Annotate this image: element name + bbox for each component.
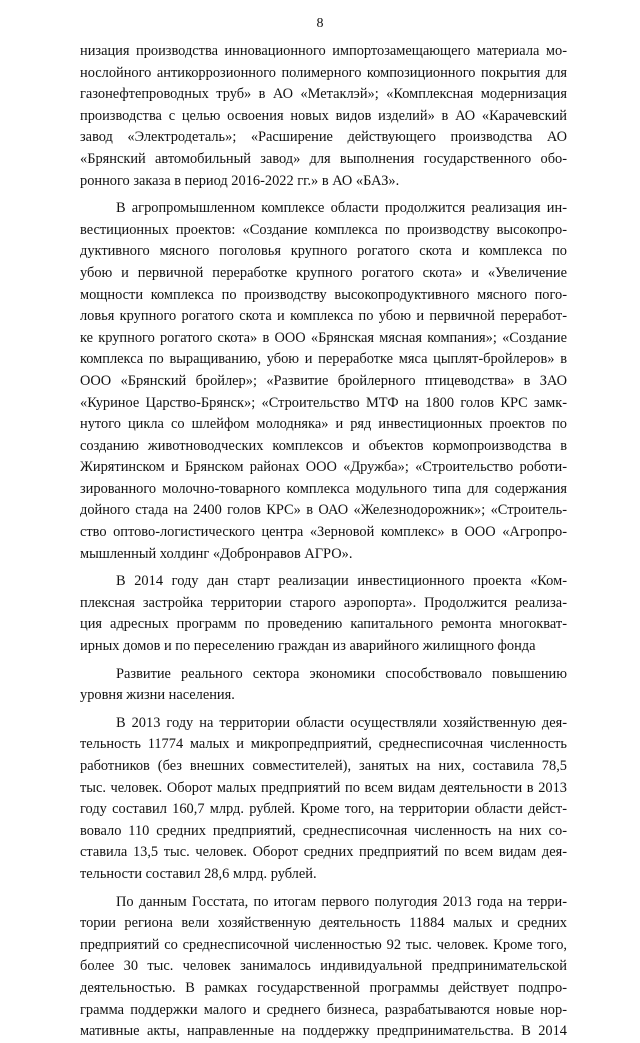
text-line: Жирятинском и Брянском районах ООО «Дружба»; «Строительство роботи-: [80, 459, 567, 476]
text-line: мышленный холдинг «Добронравов АГРО».: [80, 545, 353, 562]
text-line: грамма поддержки малого и среднего бизнеса, разрабатываются новые нор-: [80, 1001, 567, 1018]
text-line: В агропромышленном комплексе области продолжится реализация ин-: [116, 200, 567, 217]
text-line: ставила 13,5 тыс. человек. Оборот средних предприятий по всем видам дея-: [80, 844, 567, 861]
text-line: производства с целью освоения новых видов изделий» в АО «Карачевский: [80, 107, 567, 124]
text-line: нослойного антикоррозионного полимерного композиционного покрытия для: [80, 64, 567, 81]
text-line: вовало 110 средних предприятий, среднесписочная численность на них со-: [80, 822, 567, 839]
paragraph-6: [80, 892, 567, 1043]
text-line: По данным Госстата, по итогам первого полугодия 2013 года на терри-: [116, 893, 567, 910]
text-line: завод «Электродеталь»; «Расширение действующего производства АО: [80, 129, 567, 146]
text-line: дуктивного мясного поголовья крупного рогатого скота и комплекса по: [80, 243, 567, 260]
text-line: В 2013 году на территории области осуществляли хозяйственную дея-: [116, 714, 567, 731]
document-body: [80, 41, 567, 1043]
text-line: «Куриное Царство-Брянск»; «Строительство МТФ на 1800 голов КРС замк-: [80, 394, 567, 411]
paragraph-5: [80, 713, 567, 886]
text-line: дойного стада на 2400 голов КРС» в ОАО «Железнодорожник»; «Строитель-: [80, 502, 567, 519]
text-line: комплекса по выращиванию, убою и переработке мяса цыплят-бройлеров» в: [80, 351, 567, 368]
text-line: В 2014 году дан старт реализации инвестиционного проекта «Ком-: [116, 573, 567, 590]
text-line: тельность 11774 малых и микропредприятий, среднесписочная численность: [80, 736, 567, 753]
text-line: уровня жизни населения.: [80, 687, 235, 704]
text-line: ирных домов и по переселению граждан из аварийного жилищного фонда: [80, 638, 536, 655]
text-line: мативные акты, направленные на поддержку предпринимательства. В 2014: [80, 1023, 567, 1040]
text-line: убою и первичной переработке крупного рогатого скота» и «Увеличение: [80, 264, 567, 281]
paragraph-3: [80, 571, 567, 657]
text-line: ство оптово-логистического центра «Зерновой комплекс» в ООО «Агропро-: [80, 524, 567, 541]
text-line: газонефтепроводных труб» в АО «Метаклэй»; «Комплексная модернизация: [80, 86, 567, 103]
text-line: вестиционных проектов: «Создание комплекса по производству высокопро-: [80, 221, 567, 238]
paragraph-1: [80, 41, 567, 192]
text-line: году составил 160,7 млрд. рублей. Кроме того, на территории области дейст-: [80, 801, 567, 818]
text-line: ловья крупного рогатого скота и комплекса по убою и первичной переработ-: [80, 308, 567, 325]
text-line: Развитие реального сектора экономики способствовало повышению: [116, 665, 567, 682]
text-line: «Брянский автомобильный завод» для выполнения государственного обо-: [80, 150, 567, 167]
text-line: работников (без внешних совместителей), занятых на них, составила 78,5: [80, 758, 567, 774]
text-line: мощности комплекса по производству высокопродуктивного мясного пого-: [80, 286, 567, 303]
text-line: зированного молочно-товарного комплекса модульного типа для содержания: [80, 480, 567, 497]
paragraph-2: [80, 198, 567, 565]
text-line: ронного заказа в период 2016-2022 гг.» в АО «БАЗ».: [80, 172, 400, 189]
text-line: ке крупного рогатого скота» в ООО «Брянская мясная компания»; «Создание: [80, 329, 567, 346]
page-number: 8: [316, 16, 324, 31]
text-line: низация производства инновационного импортозамещающего материала мо-: [80, 43, 567, 59]
text-line: ООО «Брянский бройлер»; «Развитие бройлерного птицеводства» в ЗАО: [80, 372, 567, 389]
text-line: нутого цикла со шлейфом молодняка» и ряд инвестиционных проектов по: [80, 416, 567, 433]
text-line: более 30 тыс. человек занималось индивидуальной предпринимательской: [80, 958, 567, 975]
paragraph-4: [80, 664, 567, 707]
text-line: тельности составил 28,6 млрд. рублей.: [80, 865, 317, 882]
text-line: предприятий со среднесписочной численностью 92 тыс. человек. Кроме того,: [80, 936, 567, 953]
text-line: тыс. человек. Оборот малых предприятий по всем видам деятельности в 2013: [80, 779, 567, 796]
text-line: деятельностью. В рамках государственной программы действует подпро-: [80, 979, 567, 996]
text-line: плексная застройка территории старого аэропорта». Продолжится реализа-: [80, 594, 567, 611]
text-line: созданию животноводческих комплексов и объектов кормопроизводства в: [80, 437, 567, 454]
text-line: ция адресных программ по проведению капитального ремонта многокват-: [80, 616, 567, 633]
text-line: тории региона вели хозяйственную деятельность 11884 малых и средних: [80, 915, 567, 932]
